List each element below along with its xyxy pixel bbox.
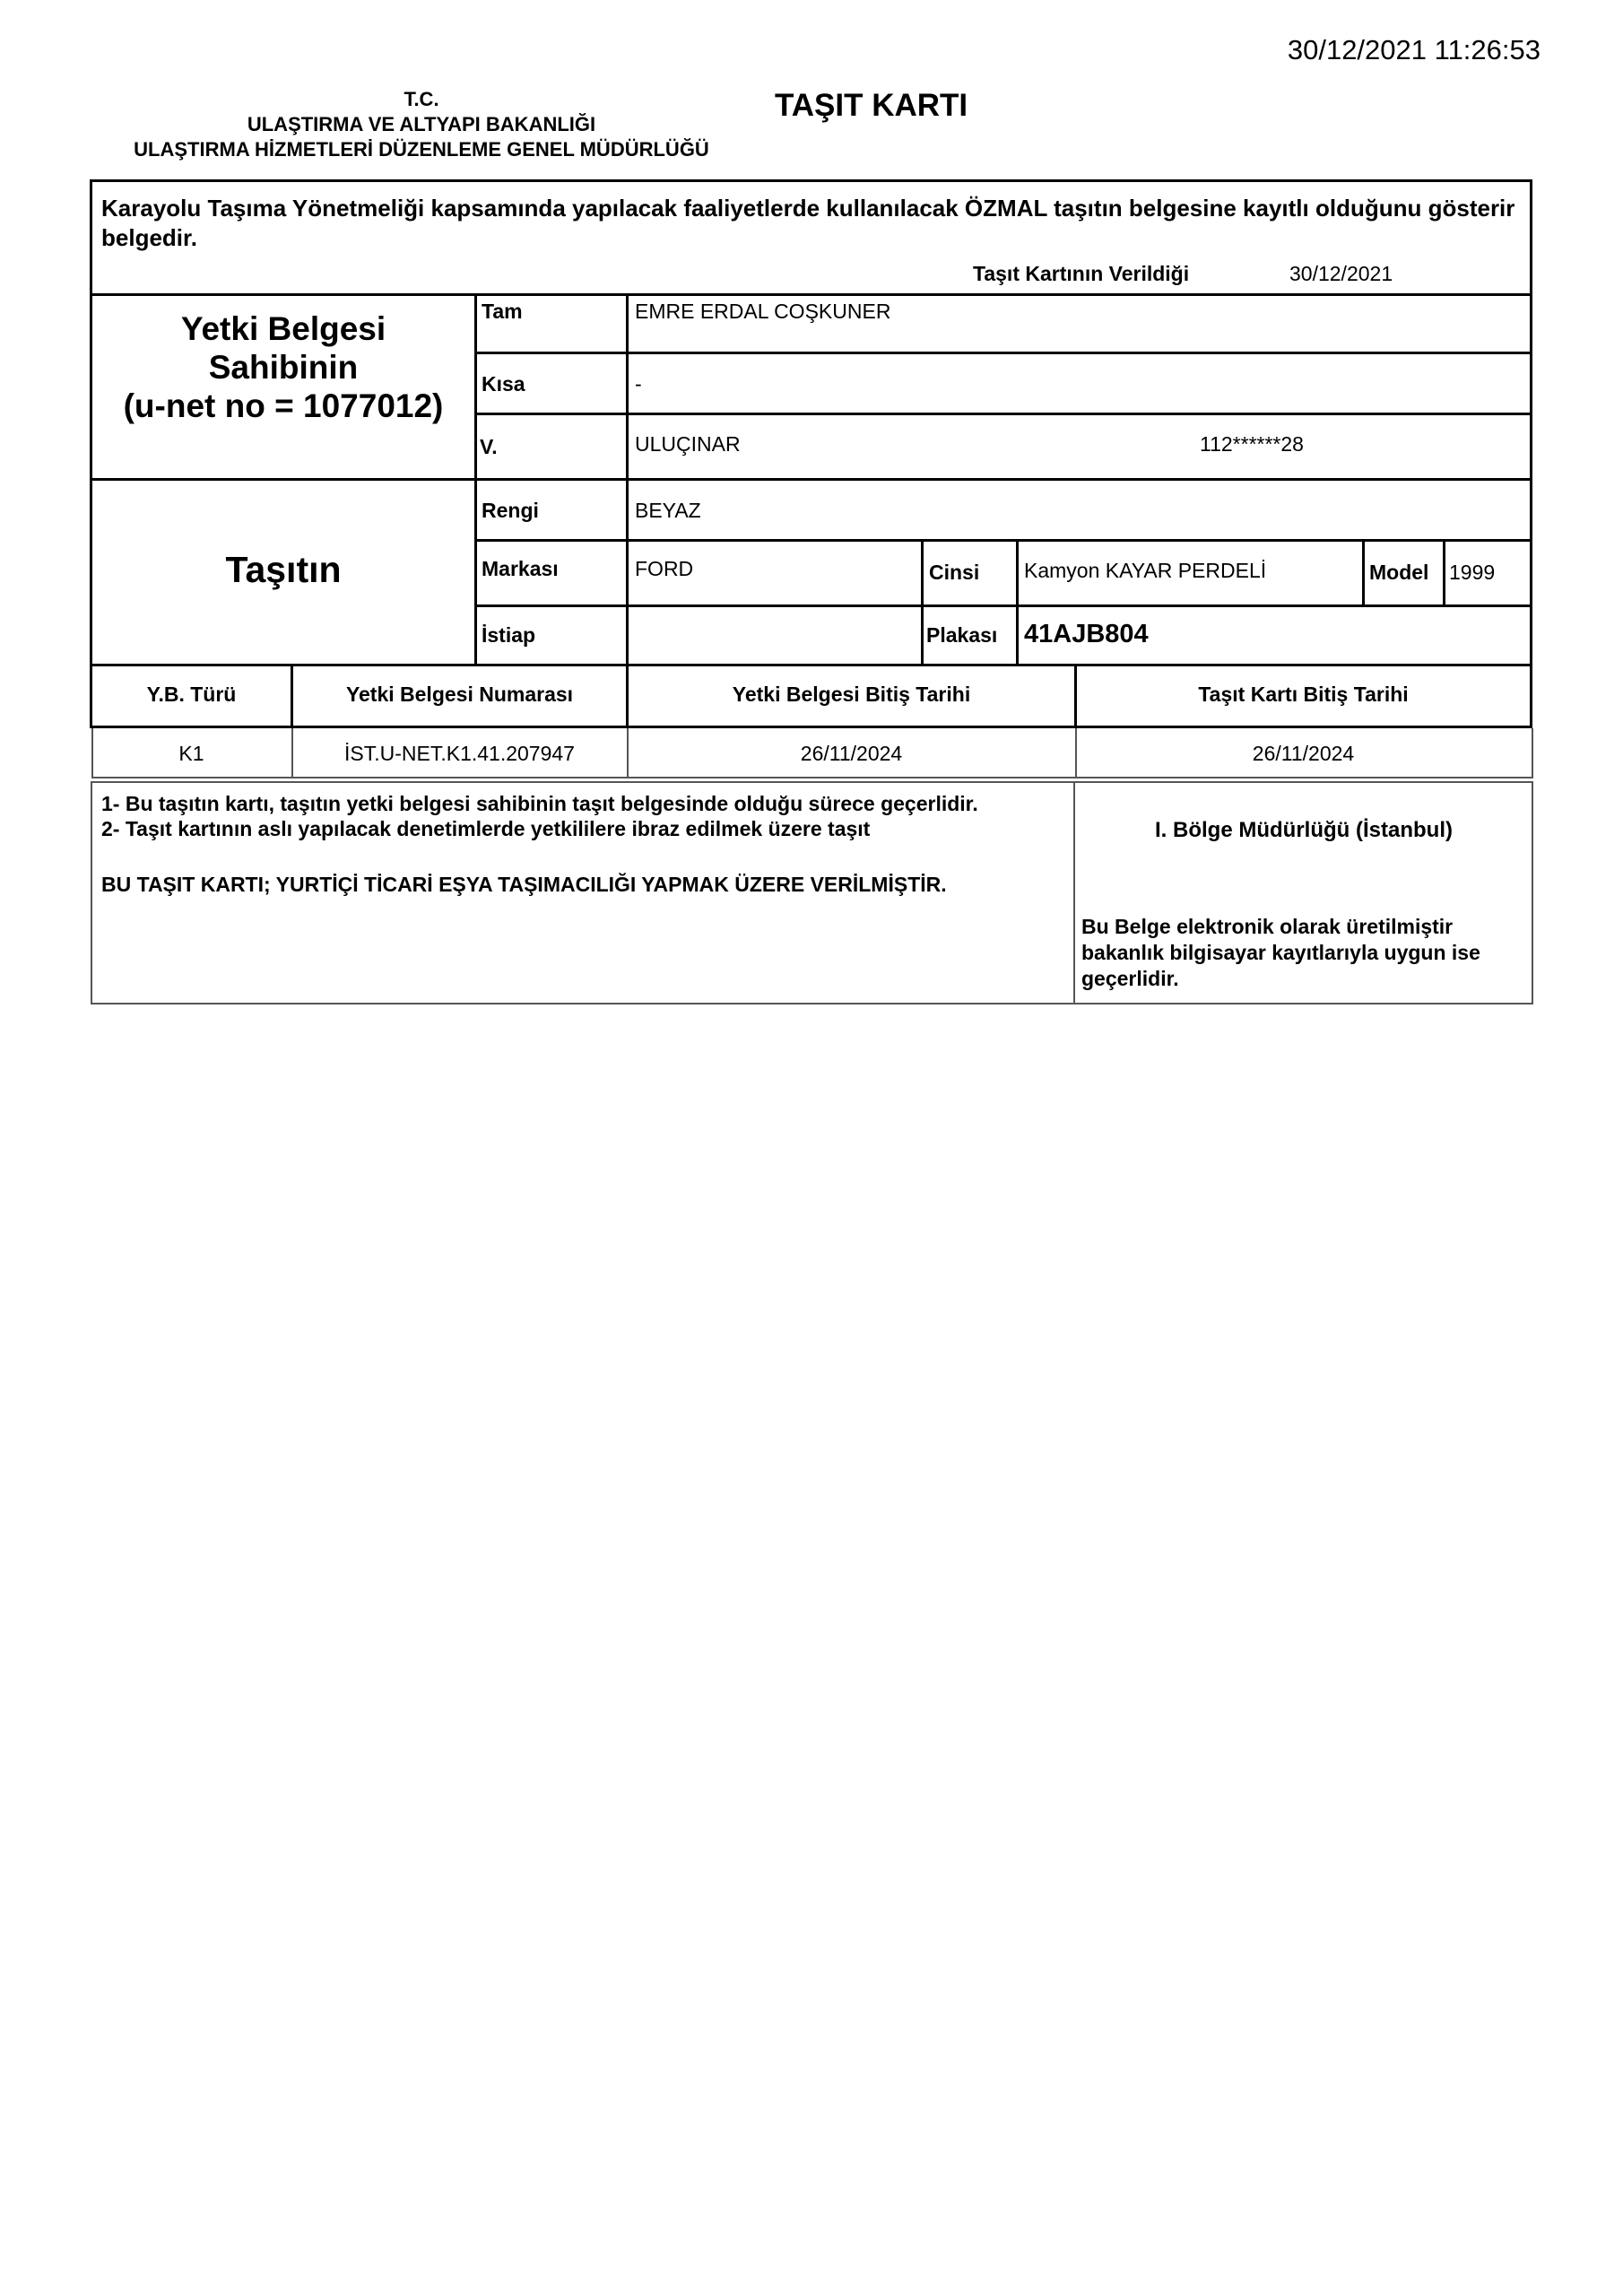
electronic-notice-line2: bakanlık bilgisayar kayıtlarıyla uygun ise: [1081, 941, 1480, 964]
markasi-label: Markası: [482, 557, 559, 580]
header-yb-turu: Y.B. Türü: [146, 683, 237, 706]
table-row-type: K1: [178, 742, 204, 765]
holder-label-line2: Sahibinin: [208, 349, 359, 386]
v-value: ULUÇINAR: [635, 432, 741, 456]
rengi-label: Rengi: [482, 499, 539, 522]
plakasi-label: Plakası: [926, 623, 998, 647]
cinsi-label: Cinsi: [929, 561, 980, 584]
header-permit-number: Yetki Belgesi Numarası: [345, 683, 574, 706]
cinsi-value: Kamyon KAYAR PERDELİ: [1024, 559, 1267, 582]
electronic-notice: [1081, 914, 1480, 992]
header-ministry: ULAŞTIRMA VE ALTYAPI BAKANLIĞI: [247, 113, 596, 135]
note-line-1: 1- Bu taşıtın kartı, taşıtın yetki belgesi sahibinin taşıt belgesinde olduğu sürece geçerlidir.: [101, 792, 978, 815]
model-label: Model: [1369, 561, 1429, 584]
vehicle-section-label: Taşıtın: [225, 549, 342, 590]
kisa-value: -: [635, 372, 642, 396]
holder-label-line1: Yetki Belgesi: [180, 310, 386, 347]
office-name: I. Bölge Müdürlüğü (İstanbul): [1155, 818, 1453, 842]
note-line-2: 2- Taşıt kartının aslı yapılacak denetimlerde yetkililere ibraz edilmek üzere taşıt: [101, 817, 871, 840]
intro-text: Karayolu Taşıma Yönetmeliği kapsamında yapılacak faaliyetlerde kullanılacak ÖZMAL taşıtın belgesine kayıtlı olduğunu gösterir belgedir.: [101, 195, 1515, 251]
header-tc: T.C.: [404, 88, 439, 110]
note-line-3: BU TAŞIT KARTI; YURTİÇİ TİCARİ EŞYA TAŞIMACILIĞI YAPMAK ÜZERE VERİLMİŞTİR.: [101, 873, 947, 896]
print-timestamp: 30/12/2021 11:26:53: [1287, 34, 1541, 65]
table-row-permit-number: İST.U-NET.K1.41.207947: [344, 742, 575, 765]
id-number-value: 112******28: [1200, 432, 1304, 456]
tam-label: Tam: [482, 300, 523, 323]
header-card-expiry: Taşıt Kartı Bitiş Tarihi: [1198, 683, 1409, 706]
tam-value: EMRE ERDAL COŞKUNER: [635, 300, 891, 323]
plate-value: 41AJB804: [1024, 620, 1149, 648]
rengi-value: BEYAZ: [635, 499, 701, 522]
model-value: 1999: [1449, 561, 1496, 584]
markasi-value: FORD: [635, 557, 694, 580]
issue-label: Taşıt Kartının Verildiği: [973, 262, 1190, 285]
table-row-card-expiry: 26/11/2024: [1252, 742, 1355, 765]
electronic-notice-line3: geçerlidir.: [1081, 967, 1179, 990]
header-permit-expiry: Yetki Belgesi Bitiş Tarihi: [732, 683, 971, 706]
istiap-label: İstiap: [482, 623, 536, 647]
issue-date: 30/12/2021: [1289, 262, 1393, 285]
holder-section-label: [92, 309, 474, 425]
table-row-permit-expiry: 26/11/2024: [800, 742, 903, 765]
kisa-label: Kısa: [482, 372, 525, 396]
holder-unet-number: (u-net no = 1077012): [123, 387, 444, 424]
header-directorate: ULAŞTIRMA HİZMETLERİ DÜZENLEME GENEL MÜDÜRLÜĞÜ: [134, 138, 709, 161]
electronic-notice-line1: Bu Belge elektronik olarak üretilmiştir: [1081, 915, 1454, 938]
v-label: V.: [480, 435, 498, 458]
document-title: TAŞIT KARTI: [775, 88, 968, 123]
